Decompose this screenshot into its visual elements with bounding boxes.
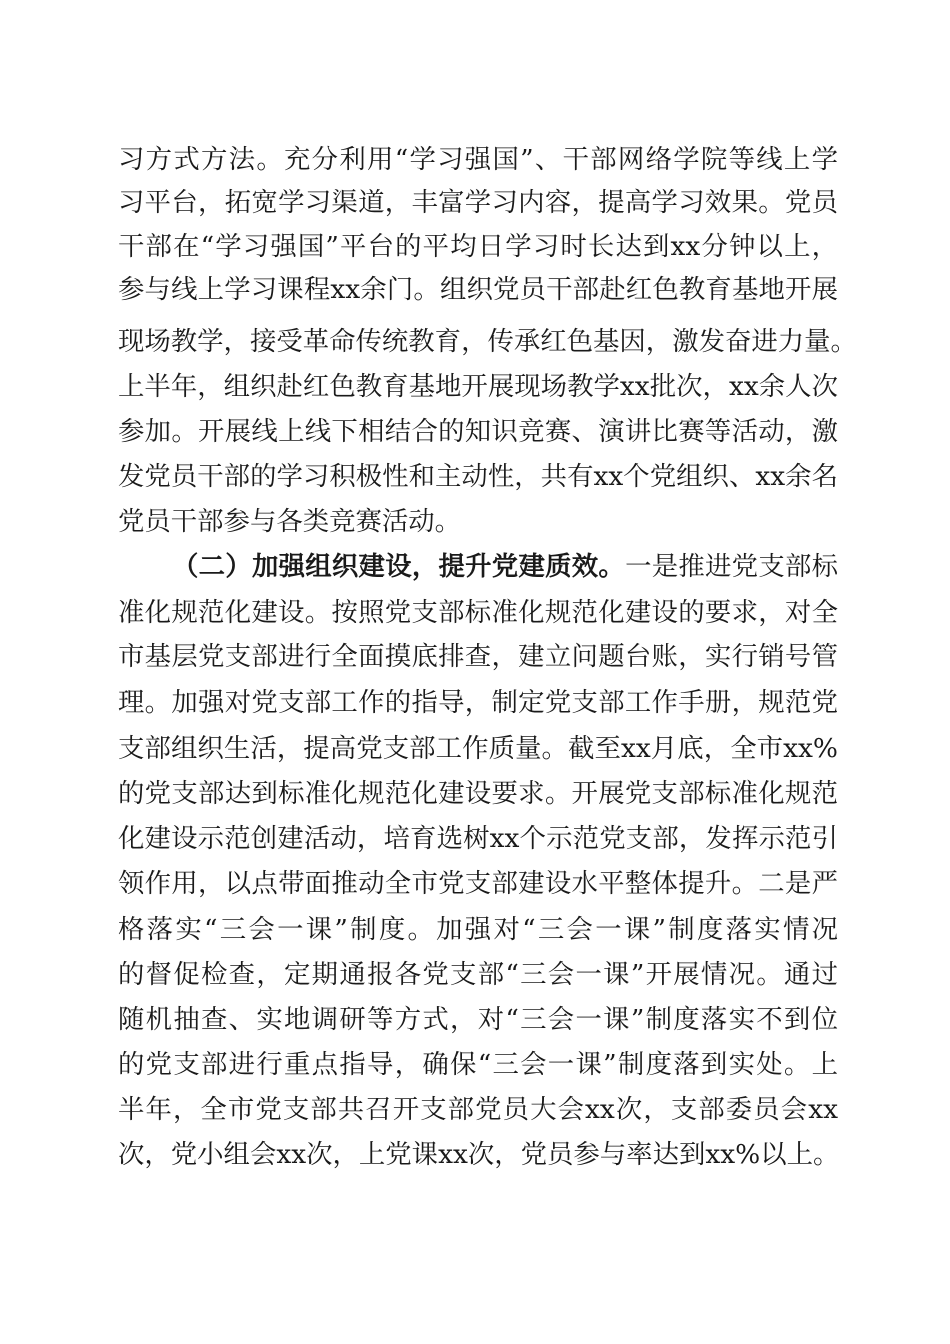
text-line: 次，党小组会xx次，上党课xx次，党员参与率达到xx%以上。 [118, 1139, 840, 1170]
section-heading-continuation: 一是推进党支部标 [625, 551, 839, 582]
text-line: 半年，全市党支部共召开支部党员大会xx次，支部委员会xx [118, 1094, 838, 1125]
text-line: 习平台，拓宽学习渠道，丰富学习内容，提高学习效果。党员 [118, 187, 838, 218]
section-heading: （二）加强组织建设，提升党建质效。 [172, 551, 626, 582]
text-line: 领作用，以点带面推动全市党支部建设水平整体提升。二是严 [118, 868, 838, 899]
text-line: 准化规范化建设。按照党支部标准化规范化建设的要求，对全 [118, 597, 838, 628]
text-line: 市基层党支部进行全面摸底排查，建立问题台账，实行销号管 [118, 641, 838, 672]
text-line: 上半年，组织赴红色教育基地开展现场教学xx批次，xx余人次 [118, 371, 838, 402]
text-line: 的党支部达到标准化规范化建设要求。开展党支部标准化规范 [118, 778, 838, 809]
text-line: 参加。开展线上线下相结合的知识竞赛、演讲比赛等活动，激 [118, 416, 838, 447]
text-line: 理。加强对党支部工作的指导，制定党支部工作手册，规范党 [118, 687, 838, 718]
text-line: 的党支部进行重点指导，确保“三会一课”制度落到实处。上 [118, 1049, 838, 1080]
text-line: 习方式方法。充分利用“学习强国”、干部网络学院等线上学 [118, 144, 838, 175]
text-line: 随机抽查、实地调研等方式，对“三会一课”制度落实不到位 [118, 1004, 838, 1035]
text-line: 干部在“学习强国”平台的平均日学习时长达到xx分钟以上， [118, 231, 838, 262]
text-line: 参与线上学习课程xx余门。组织党员干部赴红色教育基地开展 [118, 274, 838, 305]
text-line: 党员干部参与各类竞赛活动。 [118, 506, 462, 537]
text-line: 的督促检查，定期通报各党支部“三会一课”开展情况。通过 [118, 959, 838, 990]
section-heading-line [172, 550, 838, 584]
text-line: 化建设示范创建活动，培育选树xx个示范党支部，发挥示范引 [118, 823, 838, 854]
text-line: 发党员干部的学习积极性和主动性，共有xx个党组织、xx余名 [118, 461, 838, 492]
text-line: 格落实“三会一课”制度。加强对“三会一课”制度落实情况 [118, 914, 838, 945]
text-line: 现场教学，接受革命传统教育，传承红色基因，激发奋进力量。 [118, 326, 857, 357]
text-line: 支部组织生活，提高党支部工作质量。截至xx月底，全市xx% [118, 733, 838, 764]
